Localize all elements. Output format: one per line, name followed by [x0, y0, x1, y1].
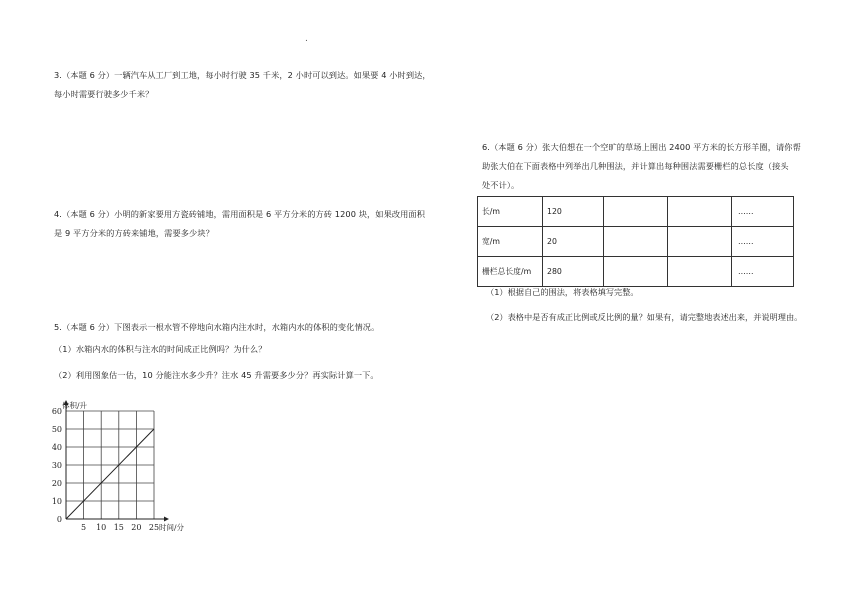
- table-cell[interactable]: 280: [543, 257, 604, 287]
- question-6: [482, 138, 818, 195]
- volume-time-chart: [40, 395, 220, 535]
- table-cell: [732, 197, 794, 227]
- fence-table: [477, 196, 794, 287]
- x-axis-arrow-icon: [164, 517, 169, 522]
- series-line: [66, 429, 154, 519]
- row-label-width: 宽/m: [478, 227, 543, 257]
- table-cell: [732, 257, 794, 287]
- x-tick-label: 25: [148, 523, 160, 532]
- question-6-sub-2: （2）表格中是否有成正比例或反比例的量？如果有，请完整地表述出来，并说明理由。: [486, 312, 803, 322]
- x-axis-label: 时间/分: [159, 523, 185, 532]
- question-5: [54, 318, 434, 380]
- question-3: [54, 66, 434, 104]
- table-cell: [732, 227, 794, 257]
- table-cell[interactable]: 20: [543, 227, 604, 257]
- table-cell[interactable]: 120: [543, 197, 604, 227]
- y-tick-label: 30: [51, 461, 62, 470]
- y-tick-label: 10: [51, 497, 62, 506]
- y-axis-label: 体积/升: [62, 401, 88, 410]
- x-tick-label: 15: [113, 523, 124, 532]
- question-4: [54, 205, 434, 243]
- table-cell[interactable]: [668, 197, 732, 227]
- x-tick-label: 10: [96, 523, 107, 532]
- question-6-line-1: 6.（本题 6 分）张大伯想在一个空旷的草场上围出 2400 平方米的长方形羊圈，请你帮: [482, 142, 801, 152]
- table-cell[interactable]: [604, 257, 668, 287]
- question-6-sub-1: （1）根据自己的围法，将表格填写完整。: [486, 287, 639, 297]
- table-row: [478, 227, 794, 257]
- question-6-line-3: 处不计）。: [482, 180, 520, 190]
- x-tick-label: 20: [131, 523, 142, 532]
- header-mark: .: [305, 34, 308, 44]
- y-tick-label: 20: [51, 479, 62, 488]
- question-6-line-2: 助张大伯在下面表格中列举出几种围法，并计算出每种围法需要栅栏的总长度（接头: [482, 161, 789, 171]
- question-3-line-1: 3.（本题 6 分）一辆汽车从工厂到工地，每小时行驶 35 千米，2 小时可以到达。如果要 4 小时到达，: [54, 70, 431, 80]
- row-label-fence-total: 栅栏总长度/m: [478, 257, 543, 287]
- x-tick-label: 5: [81, 523, 87, 532]
- question-5-sub-1: （1）水箱内水的体积与注水的时间成正比例吗？为什么？: [54, 344, 267, 354]
- question-3-line-2: 每小时需要行驶多少千米？: [54, 89, 154, 99]
- table-cell[interactable]: [668, 257, 732, 287]
- table-cell[interactable]: [604, 227, 668, 257]
- chart-grid: [66, 411, 154, 519]
- ellipsis-text: ……: [738, 207, 754, 216]
- question-5-sub-2: （2）利用图象估一估，10 分能注水多少升？注水 45 升需要多少分？再实际计算一下。: [54, 370, 379, 380]
- question-4-line-1: 4.（本题 6 分）小明的新家要用方瓷砖铺地，需用面积是 6 平方分米的方砖 1200 块，如果改用面积: [54, 209, 426, 219]
- ellipsis-text: ……: [738, 267, 754, 276]
- y-tick-label: 50: [51, 425, 62, 434]
- chart-series: [66, 429, 154, 519]
- table-cell[interactable]: [668, 227, 732, 257]
- table-cell[interactable]: [604, 197, 668, 227]
- row-label-length: 长/m: [478, 197, 543, 227]
- y-tick-label: 40: [51, 443, 62, 452]
- question-5-line-1: 5.（本题 6 分）下图表示一根水管不停地向水箱内注水时，水箱内水的体积的变化情况。: [54, 322, 380, 332]
- table-row: [478, 197, 794, 227]
- ellipsis-text: ……: [738, 237, 754, 246]
- table-row: [478, 257, 794, 287]
- question-4-line-2: 是 9 平方分米的方砖来铺地，需要多少块？: [54, 228, 214, 238]
- chart-axes: [64, 400, 170, 522]
- y-tick-label: 60: [51, 407, 62, 416]
- y-tick-label: 0: [56, 515, 62, 524]
